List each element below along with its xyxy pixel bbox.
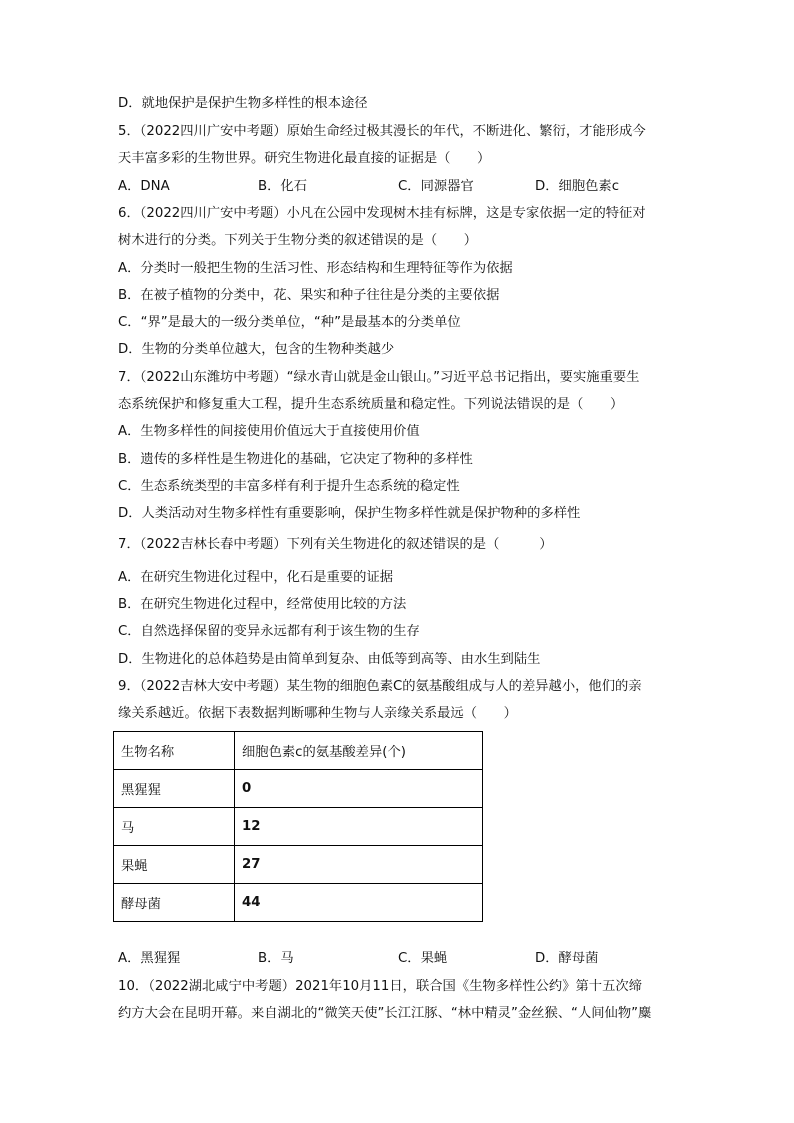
q9-option-c: C．果蝇 <box>398 951 448 966</box>
q7a-option-c: C．生态系统类型的丰富多样有利于提升生态系统的稳定性 <box>118 479 460 494</box>
q7b-stem: 7．（2022吉林长春中考题）下列有关生物进化的叙述错误的是（ ） <box>118 537 553 552</box>
table-header-cell: 生物名称 <box>114 732 235 770</box>
q9-option-b: B．马 <box>258 951 294 966</box>
q7a-stem-line2: 态系统保护和修复重大工程，提升生态系统质量和稳定性。下列说法错误的是（ ） <box>118 397 624 412</box>
q7b-option-b: B．在研究生物进化过程中，经常使用比较的方法 <box>118 597 407 612</box>
q7a-option-d: D．人类活动对生物多样性有重要影响，保护生物多样性就是保护物种的多样性 <box>118 506 581 521</box>
table-cell: 马 <box>114 808 235 846</box>
q7b-option-d: D．生物进化的总体趋势是由简单到复杂、由低等到高等、由水生到陆生 <box>118 652 541 667</box>
q6-option-c: C．“界”是最大的一级分类单位，“种”是最基本的分类单位 <box>118 315 461 330</box>
table-row <box>114 770 483 808</box>
q6-stem-line1: 6．（2022四川广安中考题）小凡在公园中发现树木挂有标牌，这是专家依据一定的特征对 <box>118 206 646 221</box>
table-header-row <box>114 732 483 770</box>
q7b-option-c: C．自然选择保留的变异永远都有利于该生物的生存 <box>118 624 420 639</box>
table-cell: 0 <box>235 770 483 808</box>
table-row <box>114 884 483 922</box>
table-header-cell: 细胞色素c的氨基酸差异(个) <box>235 732 483 770</box>
table-cell: 酵母菌 <box>114 884 235 922</box>
q6-option-b: B．在被子植物的分类中，花、果实和种子往往是分类的主要依据 <box>118 288 500 303</box>
q7a-option-b: B．遗传的多样性是生物进化的基础，它决定了物种的多样性 <box>118 452 473 467</box>
q9-option-a: A．黑猩猩 <box>118 951 181 966</box>
q7b-option-a: A．在研究生物进化过程中，化石是重要的证据 <box>118 570 394 585</box>
q9-option-d: D．酵母菌 <box>535 951 599 966</box>
q6-stem-line2: 树木进行的分类。下列关于生物分类的叙述错误的是（ ） <box>118 233 478 248</box>
q9-stem-line1: 9．（2022吉林大安中考题）某生物的细胞色素C的氨基酸组成与人的差异越小，他们的亲 <box>118 679 642 694</box>
q7a-option-a: A．生物多样性的间接使用价值远大于直接使用价值 <box>118 424 420 439</box>
q4-option-d: D．就地保护是保护生物多样性的根本途径 <box>118 96 368 111</box>
table-row <box>114 846 483 884</box>
q5-option-d: D．细胞色素c <box>535 179 620 194</box>
q9-options <box>118 950 678 968</box>
table-cell: 黑猩猩 <box>114 770 235 808</box>
table-cell: 12 <box>235 808 483 846</box>
q10-stem-line2: 约方大会在昆明开幕。来自湖北的“微笑天使”长江江豚、“林中精灵”金丝猴、“人间仙物”麋 <box>118 1006 652 1021</box>
table-row <box>114 808 483 846</box>
q5-option-a: A．DNA <box>118 179 170 194</box>
q9-stem-line2: 缘关系越近。依据下表数据判断哪种生物与人亲缘关系最远（ ） <box>118 706 517 721</box>
q6-option-a: A．分类时一般把生物的生活习性、形态结构和生理特征等作为依据 <box>118 261 513 276</box>
cytochrome-c-table <box>113 731 483 922</box>
table-cell: 27 <box>235 846 483 884</box>
q7a-stem-line1: 7．（2022山东潍坊中考题）“绿水青山就是金山银山。”习近平总书记指出，要实施重要生 <box>118 370 640 385</box>
q6-option-d: D．生物的分类单位越大，包含的生物种类越少 <box>118 342 395 357</box>
q10-stem-line1: 10．（2022湖北咸宁中考题）2021年10月11日，联合国《生物多样性公约》第十五次缔 <box>118 979 642 994</box>
q5-option-c: C．同源器官 <box>398 179 474 194</box>
q5-stem-line2: 天丰富多彩的生物世界。研究生物进化最直接的证据是（ ） <box>118 151 491 166</box>
table-cell: 44 <box>235 884 483 922</box>
q5-stem-line1: 5．（2022四川广安中考题）原始生命经过极其漫长的年代，不断进化、繁衍，才能形成今 <box>118 124 646 139</box>
q5-option-b: B．化石 <box>258 179 308 194</box>
q5-options <box>118 178 678 196</box>
table-cell: 果蝇 <box>114 846 235 884</box>
